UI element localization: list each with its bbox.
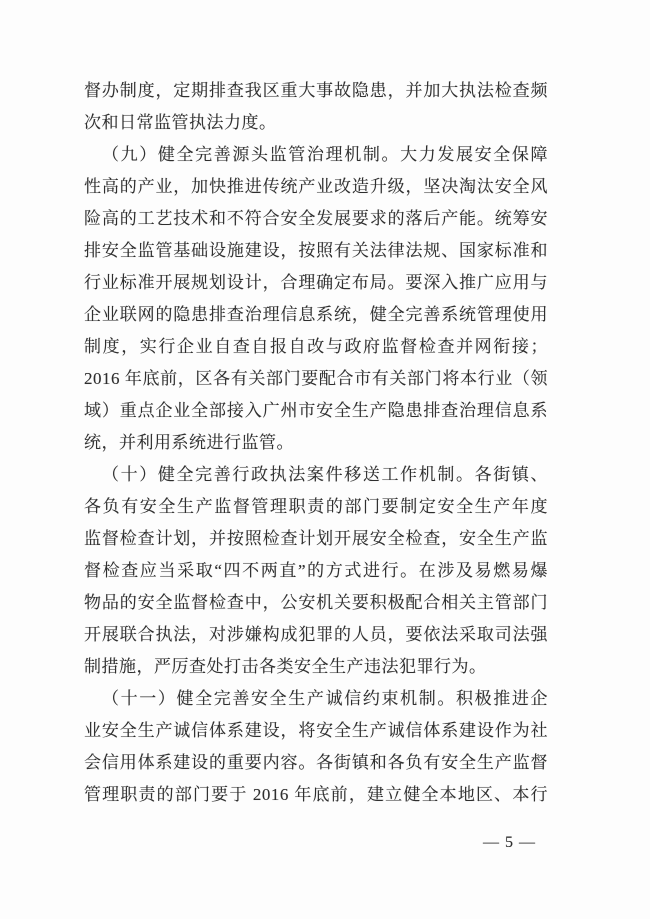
text-line: 企业联网的隐患排查治理信息系统，健全完善系统管理使用	[84, 305, 548, 324]
paragraph	[84, 75, 548, 139]
text-line: （十）健全完善行政执法案件移送工作机制。各街镇、	[102, 465, 548, 484]
text-line: （九）健全完善源头监管治理机制。大力发展安全保障	[102, 145, 548, 164]
text-line: （十一）健全完善安全生产诚信约束机制。积极推进企	[102, 689, 548, 708]
text-line: 督办制度，定期排查我区重大事故隐患，并加大执法检查频	[84, 81, 548, 100]
text-line: 物品的安全监督检查中，公安机关要积极配合相关主管部门	[84, 593, 548, 612]
page-number: — 5 —	[483, 834, 536, 851]
text-line: 督检查应当采取“四不两直”的方式进行。在涉及易燃易爆	[84, 561, 548, 580]
paragraph	[84, 139, 548, 459]
text-line: 性高的产业，加快推进传统产业改造升级，坚决淘汰安全风	[84, 177, 548, 196]
text-line: 2016 年底前，区各有关部门要配合市有关部门将本行业（领	[84, 369, 548, 388]
text-line: 次和日常监管执法力度。	[84, 113, 277, 132]
text-line: 统，并利用系统进行监管。	[84, 433, 294, 452]
text-line: 制措施，严厉查处打击各类安全生产违法犯罪行为。	[84, 657, 487, 676]
text-line: 会信用体系建设的重要内容。各街镇和各负有安全生产监督	[84, 753, 548, 772]
text-line: 制度，实行企业自查自报自改与政府监督检查并网衔接；	[84, 337, 548, 356]
paragraph	[84, 683, 548, 811]
text-line: 各负有安全生产监督管理职责的部门要制定安全生产年度	[84, 497, 548, 516]
text-line: 开展联合执法，对涉嫌构成犯罪的人员，要依法采取司法强	[84, 625, 548, 644]
text-line: 险高的工艺技术和不符合安全发展要求的落后产能。统筹安	[84, 209, 548, 228]
paragraph	[84, 459, 548, 683]
text-line: 业安全生产诚信体系建设，将安全生产诚信体系建设作为社	[84, 721, 548, 740]
text-line: 排安全监管基础设施建设，按照有关法律法规、国家标准和	[84, 241, 548, 260]
text-line: 行业标准开展规划设计，合理确定布局。要深入推广应用与	[84, 273, 548, 292]
document-body	[84, 75, 548, 811]
text-line: 域）重点企业全部接入广州市安全生产隐患排查治理信息系	[84, 401, 548, 420]
text-line: 管理职责的部门要于 2016 年底前，建立健全本地区、本行	[84, 785, 548, 804]
text-line: 监督检查计划，并按照检查计划开展安全检查，安全生产监	[84, 529, 548, 548]
